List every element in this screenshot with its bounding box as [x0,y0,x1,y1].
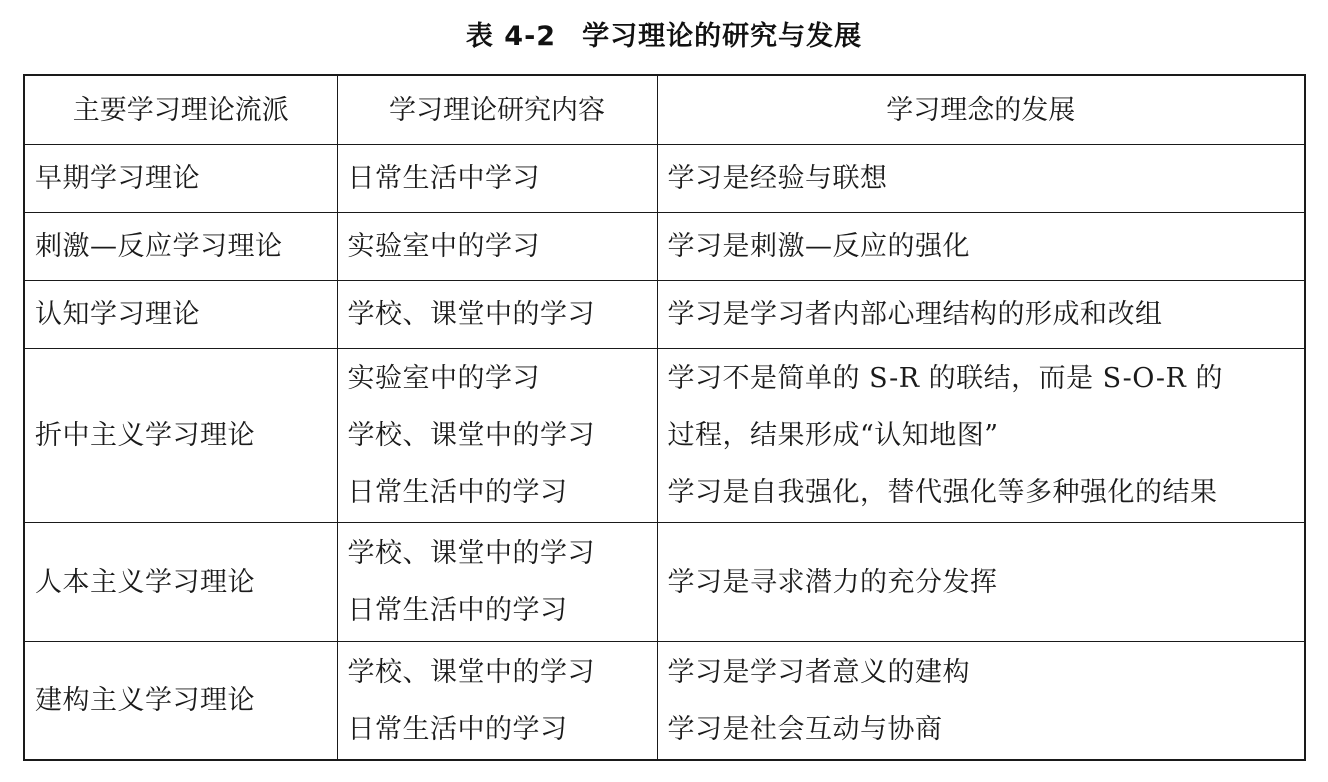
development-line: 学习是学习者内部心理结构的形成和改组 [667,299,1163,330]
school-name: 建构主义学习理论 [35,685,255,716]
school-name: 认知学习理论 [35,299,200,330]
header-row [24,75,1305,145]
learning-theory-table [23,74,1306,761]
content-line: 学校、课堂中的学习 [347,538,595,569]
development-line: 学习是经验与联想 [667,163,888,194]
development-line: 学习是刺激—反应的强化 [667,231,970,262]
table-row [24,281,1305,349]
cell-development [657,349,1305,523]
cell-development [657,642,1305,761]
content-line: 日常生活中的学习 [347,595,568,626]
cell-development [657,213,1305,281]
school-name: 人本主义学习理论 [35,566,255,598]
table-row [24,642,1305,761]
development-line: 学习是社会互动与协商 [667,713,943,745]
cell-content [337,213,657,281]
cell-content [337,523,657,642]
cell-school [24,523,337,642]
table-caption [0,14,1328,53]
cell-content [337,642,657,761]
cell-development [657,523,1305,642]
cell-school [24,349,337,523]
content-line: 学校、课堂中的学习 [347,656,595,688]
development-line: 学习是自我强化，替代强化等多种强化的结果 [667,477,1218,508]
content-line: 学校、课堂中的学习 [347,299,595,330]
development-line: 学习不是简单的 S-R 的联结，而是 S-O-R 的 [667,363,1223,394]
development-line: 过程，结果形成“认知地图” [667,420,999,451]
cell-school [24,145,337,213]
content-line: 日常生活中的学习 [347,713,568,745]
cell-content [337,281,657,349]
cell-development [657,281,1305,349]
table-title: 学习理论的研究与发展 [582,21,863,52]
content-line: 日常生活中学习 [347,163,540,194]
table-number: 表 4-2 [465,21,557,52]
development-line: 学习是学习者意义的建构 [667,656,970,688]
cell-school [24,281,337,349]
development-line: 学习是寻求潜力的充分发挥 [667,566,998,598]
content-line: 实验室中的学习 [347,363,540,394]
table-row [24,213,1305,281]
content-line: 实验室中的学习 [347,231,540,262]
content-line: 学校、课堂中的学习 [347,420,595,451]
header-school: 主要学习理论流派 [24,75,337,145]
header-development: 学习理念的发展 [657,75,1305,145]
cell-content [337,145,657,213]
cell-school [24,642,337,761]
header-content: 学习理论研究内容 [337,75,657,145]
school-name: 折中主义学习理论 [35,420,255,451]
cell-content [337,349,657,523]
table-row [24,349,1305,523]
content-line: 日常生活中的学习 [347,477,568,508]
table-row [24,523,1305,642]
cell-school [24,213,337,281]
school-name: 刺激—反应学习理论 [35,231,283,262]
school-name: 早期学习理论 [35,163,200,194]
cell-development [657,145,1305,213]
table-row [24,145,1305,213]
